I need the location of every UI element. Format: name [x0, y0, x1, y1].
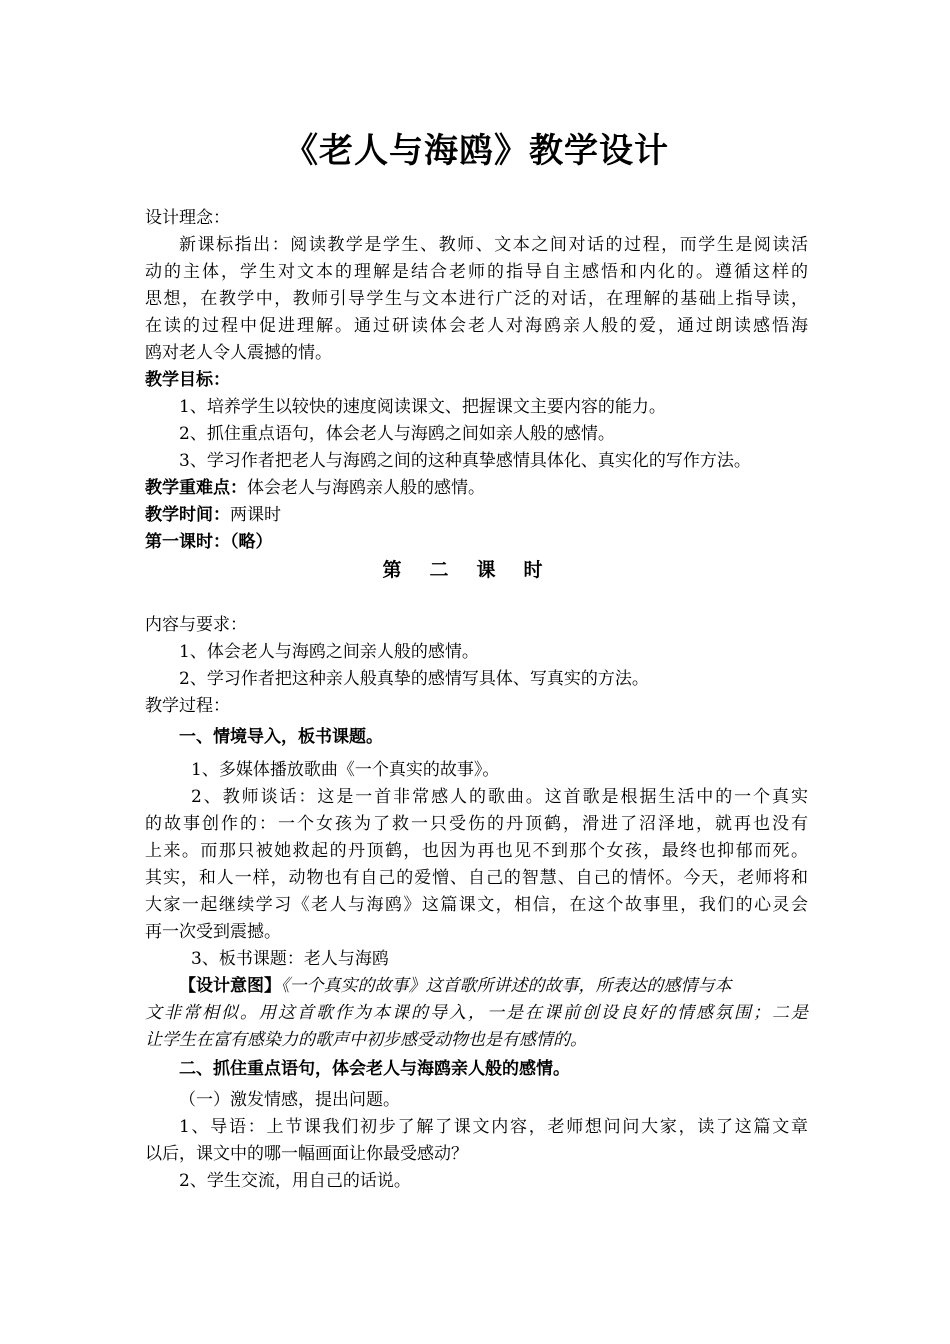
section2-item-line: 以后，课文中的哪一幅画面让你最受感动？ [145, 1144, 468, 1164]
section1-para-line: 其实，和人一样，动物也有自己的爱憎、自己的智慧、自己的情怀。今天，老师将和 [145, 868, 808, 888]
section1-item: 1、多媒体播放歌曲《一个真实的故事》。 [191, 760, 500, 780]
design-concept-line: 动的主体，学生对文本的理解是结合老师的指导自主感悟和内化的。遵循这样的 [145, 262, 808, 282]
intent-text: 《一个真实的故事》这首歌所讲述的故事，所表达的感情与本 [281, 976, 732, 996]
content-item: 1、体会老人与海鸥之间亲人般的感情。 [179, 642, 479, 662]
design-concept-line: 思想，在教学中，教师引导学生与文本进行广泛的对话，在理解的基础上指导读， [145, 289, 808, 309]
page-title: 《老人与海鸥》教学设计 [284, 131, 669, 171]
section2-item: 2、学生交流，用自己的话说。 [179, 1171, 411, 1191]
intent-label: 【设计意图】 [179, 976, 281, 996]
section1-item: 3、板书课题：老人与海鸥 [191, 949, 389, 969]
section1-para-line: 再一次受到震撼。 [145, 922, 281, 942]
intent-line: 文非常相似。用这首歌作为本课的导入，一是在课前创设良好的情感氛围；二是 [145, 1003, 808, 1023]
section2-title: 二、抓住重点语句，体会老人与海鸥亲人般的感情。 [179, 1059, 570, 1079]
design-concept-line: 新课标指出：阅读教学是学生、教师、文本之间对话的过程，而学生是阅读活 [179, 235, 808, 255]
content-item: 2、学习作者把这种亲人般真挚的感情写具体、写真实的方法。 [179, 669, 649, 689]
section1-title: 一、情境导入，板书课题。 [179, 727, 383, 747]
section2-sub: （一）激发情感，提出问题。 [179, 1090, 400, 1110]
section1-para-line: 大家一起继续学习《老人与海鸥》这篇课文，相信，在这个故事里，我们的心灵会 [145, 895, 808, 915]
first-value: （略） [230, 532, 273, 552]
first-lesson [145, 529, 808, 556]
goal-item: 1、培养学生以较快的速度阅读课文、把握课文主要内容的能力。 [179, 397, 666, 417]
design-concept-label: 设计理念： [145, 208, 230, 228]
section2-item-line: 1、导语：上节课我们初步了解了课文内容，老师想问问大家，读了这篇文章 [179, 1117, 808, 1137]
goal-item: 2、抓住重点语句，体会老人与海鸥之间如亲人般的感情。 [179, 424, 615, 444]
section1-para-line: 上来。而那只被她救起的丹顶鹤，也因为再也见不到那个女孩，最终也抑郁而死。 [145, 841, 808, 861]
design-intent [145, 973, 842, 1000]
second-lesson-heading: 第二课时 [382, 559, 571, 581]
time-label: 教学时间： [145, 505, 230, 525]
key-points [145, 475, 808, 502]
goal-item: 3、学习作者把老人与海鸥之间的这种真挚感情具体化、真实化的写作方法。 [179, 451, 751, 471]
key-value: 体会老人与海鸥亲人般的感情。 [247, 478, 485, 498]
first-label: 第一课时： [145, 532, 230, 552]
process-label: 教学过程： [145, 696, 230, 716]
section1-para-line: 2、教师谈话：这是一首非常感人的歌曲。这首歌是根据生活中的一个真实 [191, 787, 808, 807]
time-value: 两课时 [230, 505, 281, 525]
key-label: 教学重难点： [145, 478, 247, 498]
section1-para-line: 的故事创作的：一个女孩为了救一只受伤的丹顶鹤，滑进了沼泽地，就再也没有 [145, 814, 808, 834]
teaching-time [145, 502, 808, 529]
content-label: 内容与要求： [145, 615, 247, 635]
design-concept-line: 在读的过程中促进理解。通过研读体会老人对海鸥亲人般的爱，通过朗读感悟海 [145, 316, 808, 336]
intent-line: 让学生在富有感染力的歌声中初步感受动物也是有感情的。 [145, 1030, 587, 1050]
goals-label: 教学目标： [145, 370, 230, 390]
design-concept-line: 鸥对老人令人震撼的情。 [145, 343, 332, 363]
